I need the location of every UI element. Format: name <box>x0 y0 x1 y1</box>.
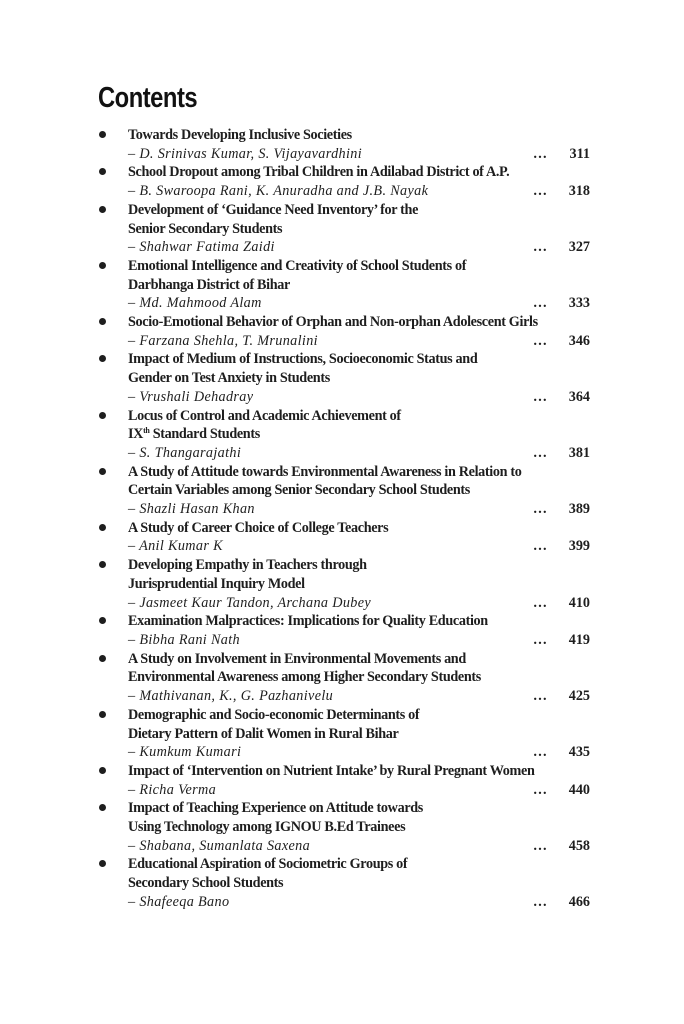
page-number[interactable]: 346 <box>568 332 590 349</box>
toc-entry[interactable] <box>96 556 590 612</box>
dot-leader: … <box>532 594 548 611</box>
article-authors: – Shahwar Fatima Zaidi <box>128 239 275 256</box>
dot-leader: … <box>532 295 548 312</box>
bullet-icon <box>99 711 106 718</box>
page-number[interactable]: 399 <box>568 538 590 555</box>
article-title: Socio-Emotional Behavior of Orphan and Non-orphan Adolescent Girls <box>128 314 538 331</box>
article-authors: – Farzana Shehla, T. Mrunalini <box>128 332 318 349</box>
dot-leader: … <box>532 631 548 648</box>
bullet-icon <box>99 262 106 269</box>
article-authors: – Richa Verma <box>128 781 217 798</box>
article-title: Jurisprudential Inquiry Model <box>128 575 305 592</box>
article-title: Development of ‘Guidance Need Inventory’ for the <box>128 201 419 218</box>
author-row <box>128 294 590 313</box>
article-title: Darbhanga District of Bihar <box>128 276 290 293</box>
author-row <box>128 444 590 463</box>
dot-leader: … <box>532 388 548 405</box>
table-of-contents <box>96 126 590 912</box>
dot-leader: … <box>532 501 548 518</box>
toc-entry[interactable] <box>96 650 590 706</box>
article-title: Using Technology among IGNOU B.Ed Trainees <box>128 819 406 836</box>
author-row <box>128 388 590 407</box>
superscript: th <box>143 426 150 436</box>
article-authors: – Anil Kumar K <box>128 538 223 555</box>
toc-entry[interactable] <box>96 407 590 463</box>
author-row <box>128 781 590 800</box>
page-number[interactable]: 435 <box>568 744 590 761</box>
dot-leader: … <box>532 781 548 798</box>
page-number[interactable]: 440 <box>568 781 590 798</box>
article-title: Impact of ‘Intervention on Nutrient Intake’ by Rural Pregnant Women <box>128 762 535 779</box>
author-row <box>128 238 590 257</box>
toc-entry[interactable] <box>96 762 590 799</box>
toc-entry[interactable] <box>96 463 590 519</box>
dot-leader: … <box>532 688 548 705</box>
page-number[interactable]: 410 <box>568 594 590 611</box>
article-authors: – Kumkum Kumari <box>128 744 242 761</box>
toc-entry[interactable] <box>96 257 590 313</box>
article-title: Senior Secondary Students <box>128 220 283 237</box>
toc-entry[interactable] <box>96 519 590 556</box>
article-title: A Study on Involvement in Environmental Movements and <box>128 650 466 667</box>
article-title: Impact of Teaching Experience on Attitude towards <box>128 800 423 817</box>
page-number[interactable]: 327 <box>568 239 590 256</box>
page-number[interactable]: 458 <box>568 837 590 854</box>
bullet-icon <box>99 318 106 325</box>
article-title: Secondary School Students <box>128 875 284 892</box>
page-number[interactable]: 311 <box>569 145 590 162</box>
article-authors: – Shazli Hasan Khan <box>128 501 255 518</box>
article-title: Locus of Control and Academic Achievement of <box>128 407 401 424</box>
article-title: School Dropout among Tribal Children in Adilabad District of A.P. <box>128 164 510 181</box>
author-row <box>128 837 590 856</box>
author-row <box>128 893 590 912</box>
article-title: A Study of Career Choice of College Teachers <box>128 519 389 536</box>
toc-entry[interactable] <box>96 706 590 762</box>
article-title: Developing Empathy in Teachers through <box>128 557 367 574</box>
bullet-icon <box>99 468 106 475</box>
bullet-icon <box>99 804 106 811</box>
toc-entry[interactable] <box>96 350 590 406</box>
bullet-icon <box>99 355 106 362</box>
article-title: Environmental Awareness among Higher Secondary Students <box>128 669 481 686</box>
article-authors: – Shabana, Sumanlata Saxena <box>128 837 311 854</box>
bullet-icon <box>99 524 106 531</box>
author-row <box>128 537 590 556</box>
article-authors: – Mathivanan, K., G. Pazhanivelu <box>128 688 334 705</box>
dot-leader: … <box>532 332 548 349</box>
page-number[interactable]: 425 <box>568 688 590 705</box>
bullet-icon <box>99 767 106 774</box>
article-authors: – Vrushali Dehadray <box>128 388 254 405</box>
article-title: Certain Variables among Senior Secondary School Students <box>128 482 470 499</box>
page-number[interactable]: 364 <box>568 388 590 405</box>
dot-leader: … <box>532 744 548 761</box>
author-row <box>128 594 590 613</box>
dot-leader: … <box>532 444 548 461</box>
article-authors: – Md. Mahmood Alam <box>128 295 262 312</box>
toc-entry[interactable] <box>96 855 590 911</box>
bullet-icon <box>99 617 106 624</box>
article-title: Impact of Medium of Instructions, Socioeconomic Status and <box>128 351 478 368</box>
page-number[interactable]: 389 <box>568 501 590 518</box>
page-number[interactable]: 419 <box>568 631 590 648</box>
toc-entry[interactable] <box>96 612 590 649</box>
article-authors: – D. Srinivas Kumar, S. Vijayavardhini <box>128 145 362 162</box>
toc-entry[interactable] <box>96 799 590 855</box>
toc-entry[interactable] <box>96 126 590 163</box>
bullet-icon <box>99 561 106 568</box>
page-number[interactable]: 381 <box>568 444 590 461</box>
dot-leader: … <box>532 538 548 555</box>
bullet-icon <box>99 168 106 175</box>
author-row <box>128 743 590 762</box>
page-number[interactable]: 466 <box>568 893 590 910</box>
bullet-icon <box>99 655 106 662</box>
article-title: Dietary Pattern of Dalit Women in Rural Bihar <box>128 725 399 742</box>
article-authors: – Bibha Rani Nath <box>128 631 240 648</box>
article-title: Educational Aspiration of Sociometric Groups of <box>128 856 408 873</box>
dot-leader: … <box>532 239 548 256</box>
article-title: Demographic and Socio-economic Determinants of <box>128 706 420 723</box>
dot-leader: … <box>532 145 548 162</box>
article-authors: – Shafeeqa Bano <box>128 893 230 910</box>
dot-leader: … <box>532 893 548 910</box>
article-title: Emotional Intelligence and Creativity of School Students of <box>128 257 467 274</box>
bullet-icon <box>99 206 106 213</box>
article-title: Examination Malpractices: Implications for Quality Education <box>128 613 488 630</box>
author-row <box>128 332 590 351</box>
article-authors: – B. Swaroopa Rani, K. Anuradha and J.B. Nayak <box>128 183 429 200</box>
page-title: Contents <box>98 82 198 114</box>
bullet-icon <box>99 860 106 867</box>
dot-leader: … <box>532 183 548 200</box>
article-title: Towards Developing Inclusive Societies <box>128 127 352 143</box>
page-number[interactable]: 333 <box>568 295 590 312</box>
dot-leader: … <box>532 837 548 854</box>
author-row <box>128 631 590 650</box>
toc-entry[interactable] <box>96 313 590 350</box>
bullet-icon <box>99 131 106 138</box>
article-title: Gender on Test Anxiety in Students <box>128 370 330 387</box>
page-number[interactable]: 318 <box>568 183 590 200</box>
author-row <box>128 145 590 164</box>
article-authors: – S. Thangarajathi <box>128 444 242 461</box>
bullet-icon <box>99 412 106 419</box>
author-row <box>128 182 590 201</box>
toc-entry[interactable] <box>96 201 590 257</box>
toc-entry[interactable] <box>96 163 590 200</box>
article-title: IXth Standard Students <box>128 426 260 443</box>
author-row <box>128 687 590 706</box>
article-authors: – Jasmeet Kaur Tandon, Archana Dubey <box>128 594 371 611</box>
author-row <box>128 500 590 519</box>
article-title: A Study of Attitude towards Environmental Awareness in Relation to <box>128 463 522 480</box>
